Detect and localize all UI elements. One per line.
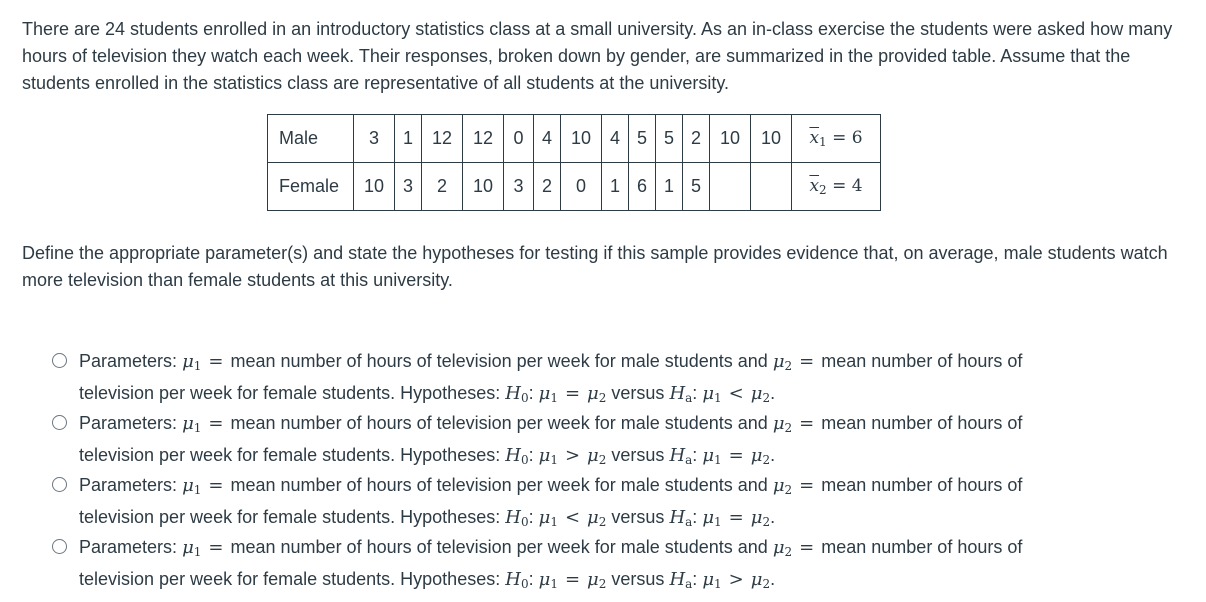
male-value: 0	[504, 115, 534, 163]
parameters-label: Parameters:	[79, 413, 178, 433]
h0-operator: <	[564, 507, 581, 528]
male-value: 5	[629, 115, 656, 163]
mu1-symbol: μ1	[182, 537, 202, 559]
female-row	[268, 163, 881, 211]
female-value	[751, 163, 792, 211]
mu2-definition-end: television per week for female students. Hypotheses:	[79, 569, 501, 589]
mu2-symbol: μ2	[587, 507, 607, 529]
mu2-symbol: μ2	[750, 507, 771, 529]
mu1-symbol: μ1	[182, 351, 202, 373]
female-value: 0	[561, 163, 602, 211]
answer-option-3[interactable]	[52, 472, 1162, 536]
ha-symbol: Ha	[669, 507, 693, 529]
option-line-1	[79, 348, 1162, 380]
answer-option-2[interactable]	[52, 410, 1162, 474]
mu1-symbol: μ1	[702, 445, 722, 467]
mean-subscript: 2	[819, 183, 827, 197]
equals-sign: =	[208, 537, 224, 558]
female-value: 3	[504, 163, 534, 211]
equals-sign: =	[208, 351, 224, 372]
answer-option-4[interactable]	[52, 534, 1162, 598]
option-line-1	[79, 534, 1162, 566]
mu2-symbol: μ2	[772, 351, 793, 373]
h0-symbol: H0	[505, 445, 529, 467]
mu2-symbol: μ2	[750, 445, 771, 467]
mean-symbol: $\overline{x}$	[809, 176, 820, 196]
female-value: 1	[602, 163, 629, 211]
male-label: Male	[268, 115, 354, 163]
ha-symbol: Ha	[669, 569, 693, 591]
mu1-symbol: μ1	[538, 383, 558, 405]
male-value: 12	[422, 115, 463, 163]
h0-operator: =	[564, 569, 581, 590]
female-value: 10	[463, 163, 504, 211]
ha-symbol: Ha	[669, 383, 693, 405]
female-mean	[792, 163, 881, 211]
mu1-definition: mean number of hours of television per week for male students and	[230, 475, 768, 495]
female-value: 2	[422, 163, 463, 211]
option-line-2: television per week for female students. Hypotheses: H0: μ1 < μ2 versus Ha: μ1 = μ2.	[79, 507, 776, 529]
versus-text: versus	[611, 569, 665, 589]
parameters-label: Parameters:	[79, 537, 178, 557]
mu2-symbol: μ2	[587, 569, 607, 591]
h0-symbol: H0	[505, 507, 529, 529]
mu2-symbol: μ2	[587, 383, 607, 405]
h0-operator: =	[564, 383, 581, 404]
option-line-2: television per week for female students. Hypotheses: H0: μ1 = μ2 versus Ha: μ1 < μ2.	[79, 383, 776, 405]
male-value: 3	[354, 115, 395, 163]
mu2-definition-end: television per week for female students. Hypotheses:	[79, 507, 501, 527]
h0-symbol: H0	[505, 383, 529, 405]
question-prompt: Define the appropriate parameter(s) and state the hypotheses for testing if this sample provides evidence that, on average, male students watch more television than female students at this university.	[22, 243, 1168, 290]
option-line-1	[79, 410, 1162, 442]
male-value: 4	[602, 115, 629, 163]
versus-text: versus	[611, 383, 665, 403]
ha-operator: =	[728, 507, 744, 528]
mean-value: 4	[851, 176, 863, 196]
mu2-symbol: μ2	[772, 537, 793, 559]
mean-subscript: 1	[819, 135, 827, 149]
mu1-symbol: μ1	[702, 507, 722, 529]
versus-text: versus	[611, 445, 665, 465]
versus-text: versus	[611, 507, 665, 527]
female-value	[710, 163, 751, 211]
radio-button[interactable]	[52, 477, 67, 492]
mu1-definition: mean number of hours of television per week for male students and	[230, 537, 768, 557]
female-value: 2	[534, 163, 561, 211]
mu1-symbol: μ1	[702, 383, 722, 405]
mu1-symbol: μ1	[538, 507, 558, 529]
problem-intro: There are 24 students enrolled in an introductory statistics class at a small university. As an in-class exercise the students were asked how many hours of television they watch each week. Their responses, broken down by gender, are summarized in the provided table. Assume that the students enrolled in the statistics class are representative of all students at the university.	[22, 19, 1173, 93]
male-value: 1	[395, 115, 422, 163]
ha-operator: >	[728, 569, 744, 590]
female-value: 3	[395, 163, 422, 211]
male-row	[268, 115, 881, 163]
male-value: 10	[561, 115, 602, 163]
equals-sign: =	[208, 475, 224, 496]
ha-symbol: Ha	[669, 445, 693, 467]
parameters-label: Parameters:	[79, 351, 178, 371]
mean-value: 6	[851, 128, 863, 148]
mu2-definition-end: television per week for female students. Hypotheses:	[79, 445, 501, 465]
mu2-definition-start: mean number of hours of	[821, 351, 1023, 371]
answer-option-1[interactable]	[52, 348, 1162, 412]
option-line-2: television per week for female students. Hypotheses: H0: μ1 = μ2 versus Ha: μ1 > μ2.	[79, 569, 776, 591]
female-value: 10	[354, 163, 395, 211]
mu1-symbol: μ1	[182, 475, 202, 497]
h0-symbol: H0	[505, 569, 529, 591]
option-line-2: television per week for female students. Hypotheses: H0: μ1 > μ2 versus Ha: μ1 = μ2.	[79, 445, 776, 467]
mu1-definition: mean number of hours of television per week for male students and	[230, 351, 768, 371]
female-value: 5	[683, 163, 710, 211]
equals-sign: =	[799, 413, 815, 434]
male-value: 4	[534, 115, 561, 163]
mu2-definition-start: mean number of hours of	[821, 475, 1023, 495]
radio-button[interactable]	[52, 353, 67, 368]
mu1-symbol: μ1	[702, 569, 722, 591]
equals-sign: =	[799, 537, 815, 558]
mu1-symbol: μ1	[182, 413, 202, 435]
mu2-symbol: μ2	[772, 413, 793, 435]
equals-sign: =	[799, 475, 815, 496]
mu2-symbol: μ2	[587, 445, 607, 467]
male-value: 12	[463, 115, 504, 163]
female-label: Female	[268, 163, 354, 211]
mu1-symbol: μ1	[538, 569, 558, 591]
mu2-symbol: μ2	[772, 475, 793, 497]
equals-sign: =	[832, 128, 847, 148]
ha-operator: <	[728, 383, 744, 404]
male-value: 10	[751, 115, 792, 163]
ha-operator: =	[728, 445, 744, 466]
mu2-definition-end: television per week for female students. Hypotheses:	[79, 383, 501, 403]
mu2-definition-start: mean number of hours of	[821, 537, 1023, 557]
equals-sign: =	[832, 176, 847, 196]
female-value: 6	[629, 163, 656, 211]
mu2-symbol: μ2	[750, 569, 771, 591]
male-value: 2	[683, 115, 710, 163]
h0-operator: >	[564, 445, 581, 466]
parameters-label: Parameters:	[79, 475, 178, 495]
male-mean	[792, 115, 881, 163]
radio-button[interactable]	[52, 539, 67, 554]
mu1-definition: mean number of hours of television per week for male students and	[230, 413, 768, 433]
option-line-1	[79, 472, 1162, 504]
equals-sign: =	[208, 413, 224, 434]
radio-button[interactable]	[52, 415, 67, 430]
mean-symbol: $\overline{x}$	[809, 128, 820, 148]
mu2-symbol: μ2	[750, 383, 771, 405]
tv-hours-table	[267, 114, 881, 211]
male-value: 5	[656, 115, 683, 163]
female-value: 1	[656, 163, 683, 211]
mu2-definition-start: mean number of hours of	[821, 413, 1023, 433]
male-value: 10	[710, 115, 751, 163]
equals-sign: =	[799, 351, 815, 372]
mu1-symbol: μ1	[538, 445, 558, 467]
